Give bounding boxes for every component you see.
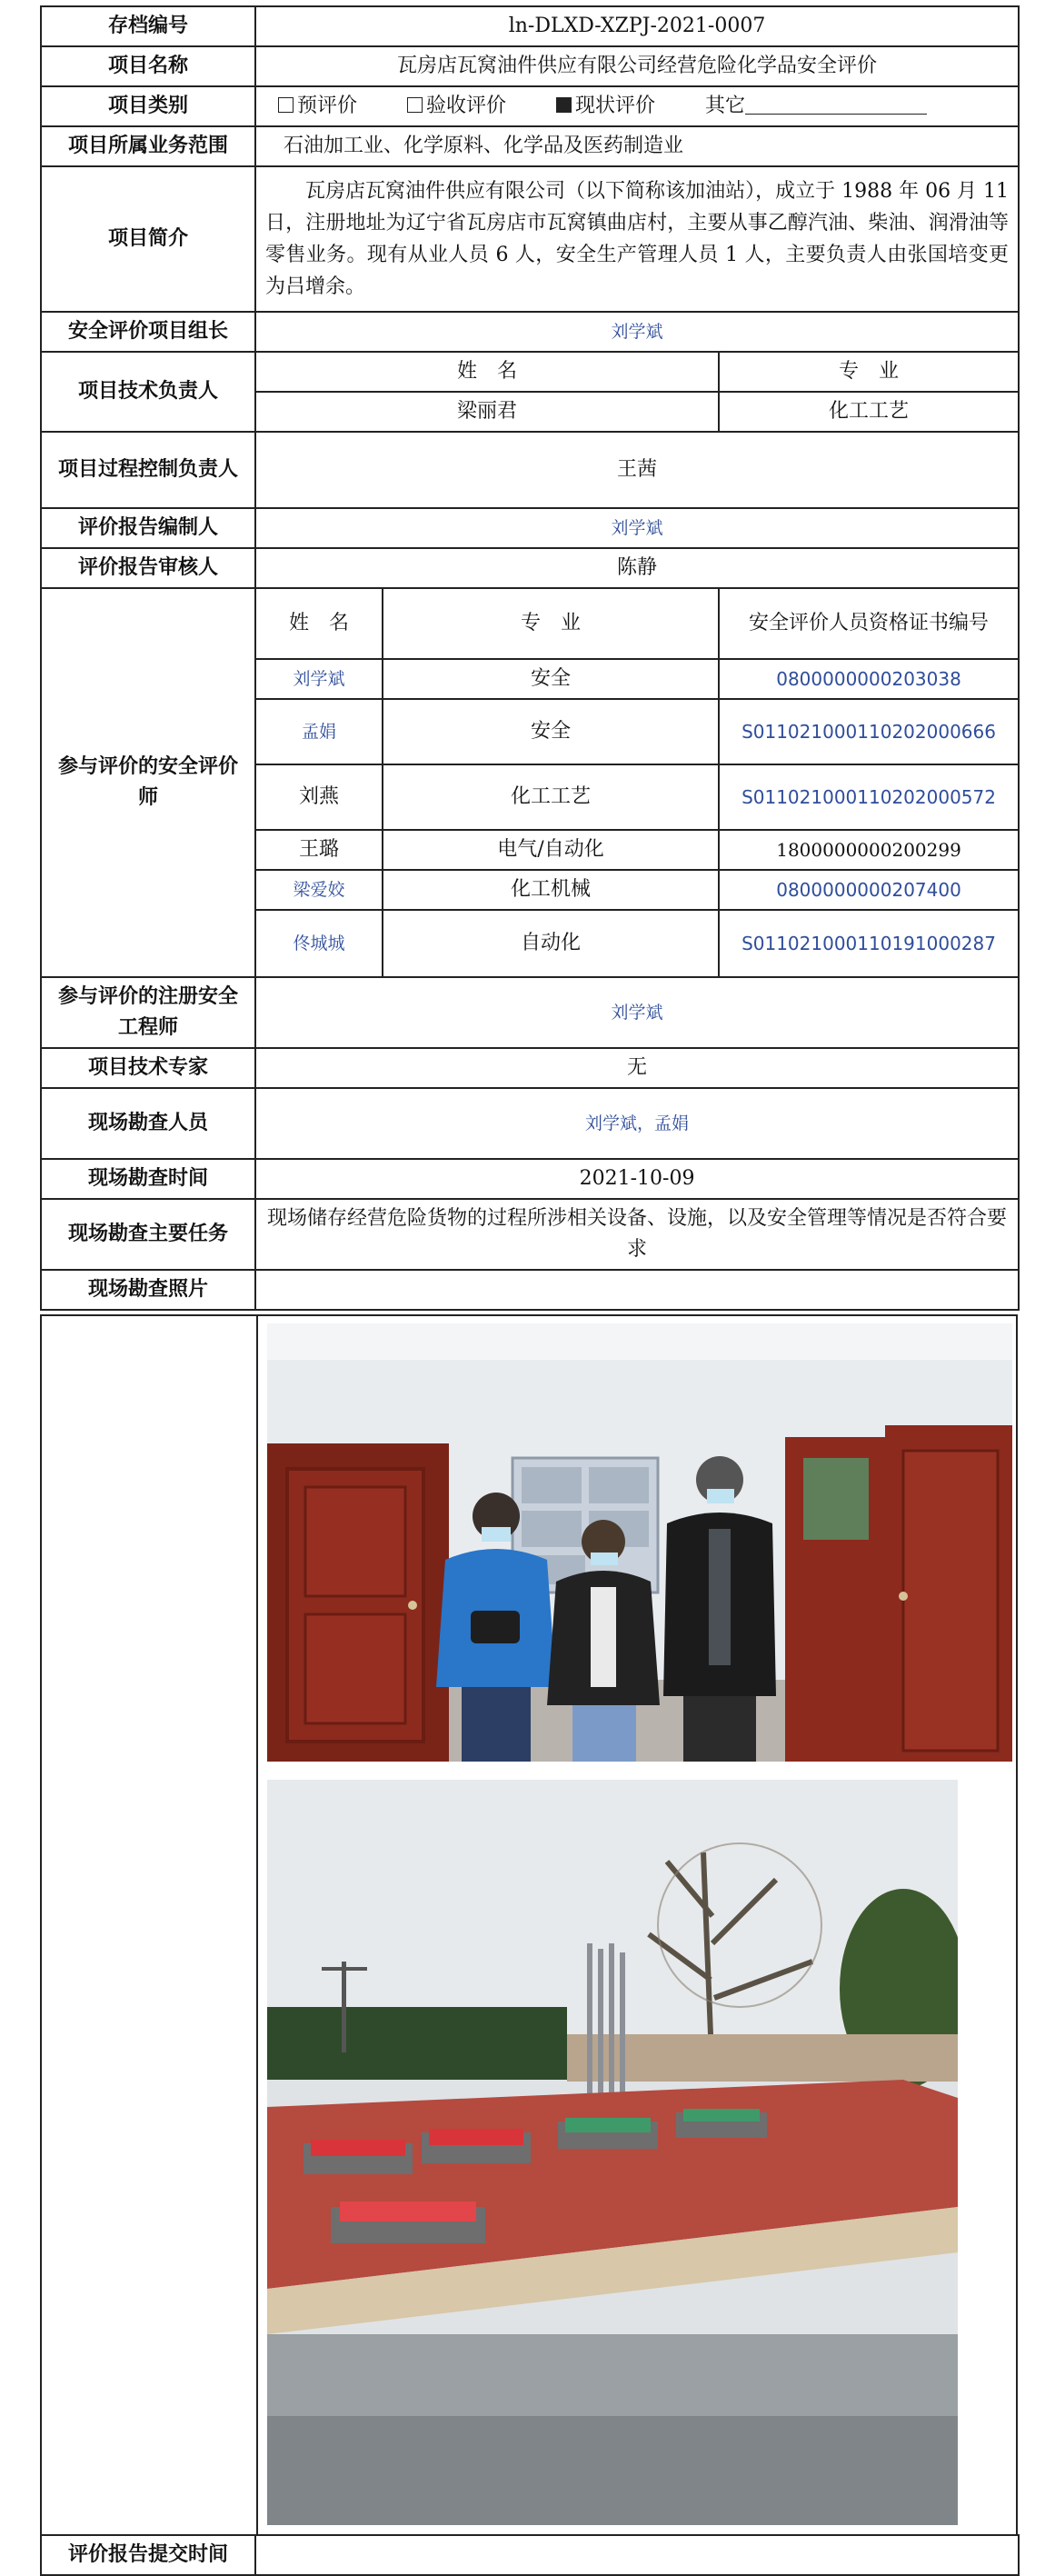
evaluator-cert: S011021000110202000572 (719, 764, 1019, 830)
evaluator-major: 化工工艺 (383, 764, 719, 830)
archive-label: 存档编号 (41, 6, 255, 46)
tech-lead-name: 梁丽君 (255, 392, 719, 432)
evaluator-name: 刘学斌 (255, 659, 383, 699)
office-photo-image (267, 1323, 1012, 1762)
report-author-signature: 刘学斌 (255, 508, 1019, 548)
evaluators-cert-header: 安全评价人员资格证书编号 (719, 588, 1019, 659)
evaluator-name: 刘燕 (255, 764, 383, 830)
scope-value: 石油加工业、化学原料、化学品及医药制造业 (255, 126, 1019, 166)
site-photos-label: 现场勘查照片 (41, 1270, 255, 1310)
process-control-label: 项目过程控制负责人 (41, 432, 255, 508)
category-option-pre[interactable]: 预评价 (278, 95, 357, 117)
evaluation-form (40, 5, 1018, 2576)
tank-area-photo-image (267, 1780, 958, 2525)
site-photo-tank-area (267, 1780, 958, 2525)
photos-left-column (42, 1316, 258, 2534)
site-task-label: 现场勘查主要任务 (41, 1199, 255, 1270)
process-control-value: 王茜 (255, 432, 1019, 508)
project-name-value: 瓦房店瓦窝油件供应有限公司经营危险化学品安全评价 (255, 46, 1019, 86)
checkbox-empty-icon (278, 97, 294, 113)
report-reviewer-label: 评价报告审核人 (41, 548, 255, 588)
tech-lead-label: 项目技术负责人 (41, 352, 255, 432)
evaluator-cert: 0800000000207400 (719, 870, 1019, 910)
tech-lead-major: 化工工艺 (719, 392, 1019, 432)
tech-expert-label: 项目技术专家 (41, 1048, 255, 1088)
intro-value: 瓦房店瓦窝油件供应有限公司（以下简称该加油站），成立于 1988 年 06 月 11 日，注册地址为辽宁省瓦房店市瓦窝镇曲店村，主要从事乙醇汽油、柴油、润滑油等零售业务。现有从业人员 6 人，安全生产管理人员 1 人，主要负责人由张国培变更为吕增余。 (255, 166, 1019, 312)
evaluator-cert: 0800000000203038 (719, 659, 1019, 699)
evaluator-name: 梁爱姣 (255, 870, 383, 910)
category-option-other[interactable]: 其它 (705, 95, 927, 117)
evaluator-cert: S011021000110191000287 (719, 910, 1019, 977)
evaluator-major: 自动化 (383, 910, 719, 977)
report-reviewer-value: 陈静 (255, 548, 1019, 588)
tech-lead-name-header: 姓 名 (255, 352, 719, 392)
evaluator-major: 化工机械 (383, 870, 719, 910)
site-staff-label: 现场勘查人员 (41, 1088, 255, 1159)
project-name-label: 项目名称 (41, 46, 255, 86)
intro-label: 项目简介 (41, 166, 255, 312)
other-blank-line (745, 94, 927, 115)
category-label: 项目类别 (41, 86, 255, 126)
category-option-acceptance[interactable]: 验收评价 (407, 95, 506, 117)
reg-engineer-label: 参与评价的注册安全工程师 (41, 977, 255, 1048)
site-photos-panel (40, 1314, 1018, 2536)
evaluator-major: 电气/自动化 (383, 830, 719, 870)
category-option-current[interactable]: 现状评价 (556, 95, 655, 117)
team-leader-signature: 刘学斌 (255, 312, 1019, 352)
site-time-value: 2021-10-09 (255, 1159, 1019, 1199)
checkbox-empty-icon (407, 97, 423, 113)
site-staff-signature: 刘学斌，孟娟 (255, 1088, 1019, 1159)
submit-time-label: 评价报告提交时间 (41, 2535, 255, 2575)
evaluators-label: 参与评价的安全评价师 (41, 588, 255, 977)
site-time-label: 现场勘查时间 (41, 1159, 255, 1199)
report-author-label: 评价报告编制人 (41, 508, 255, 548)
tech-lead-major-header: 专 业 (719, 352, 1019, 392)
tech-expert-value: 无 (255, 1048, 1019, 1088)
site-photo-office (267, 1323, 1012, 1762)
evaluator-cert: S011021000110202000666 (719, 699, 1019, 764)
site-photos-blank (255, 1270, 1019, 1310)
evaluator-name: 孟娟 (255, 699, 383, 764)
evaluator-cert: 1800000000200299 (719, 830, 1019, 870)
evaluator-name: 王璐 (255, 830, 383, 870)
category-options (255, 86, 1019, 126)
team-leader-label: 安全评价项目组长 (41, 312, 255, 352)
evaluator-major: 安全 (383, 699, 719, 764)
checkbox-checked-icon (556, 97, 572, 113)
evaluator-name: 佟城城 (255, 910, 383, 977)
submit-table (40, 2534, 1020, 2576)
archive-value: ln-DLXD-XZPJ-2021-0007 (255, 6, 1019, 46)
info-table (40, 5, 1020, 1311)
submit-time-value (255, 2535, 1019, 2575)
evaluators-major-header: 专 业 (383, 588, 719, 659)
reg-engineer-signature: 刘学斌 (255, 977, 1019, 1048)
scope-label: 项目所属业务范围 (41, 126, 255, 166)
site-task-value: 现场储存经营危险货物的过程所涉相关设备、设施，以及安全管理等情况是否符合要求 (255, 1199, 1019, 1270)
evaluators-name-header: 姓 名 (255, 588, 383, 659)
evaluator-major: 安全 (383, 659, 719, 699)
